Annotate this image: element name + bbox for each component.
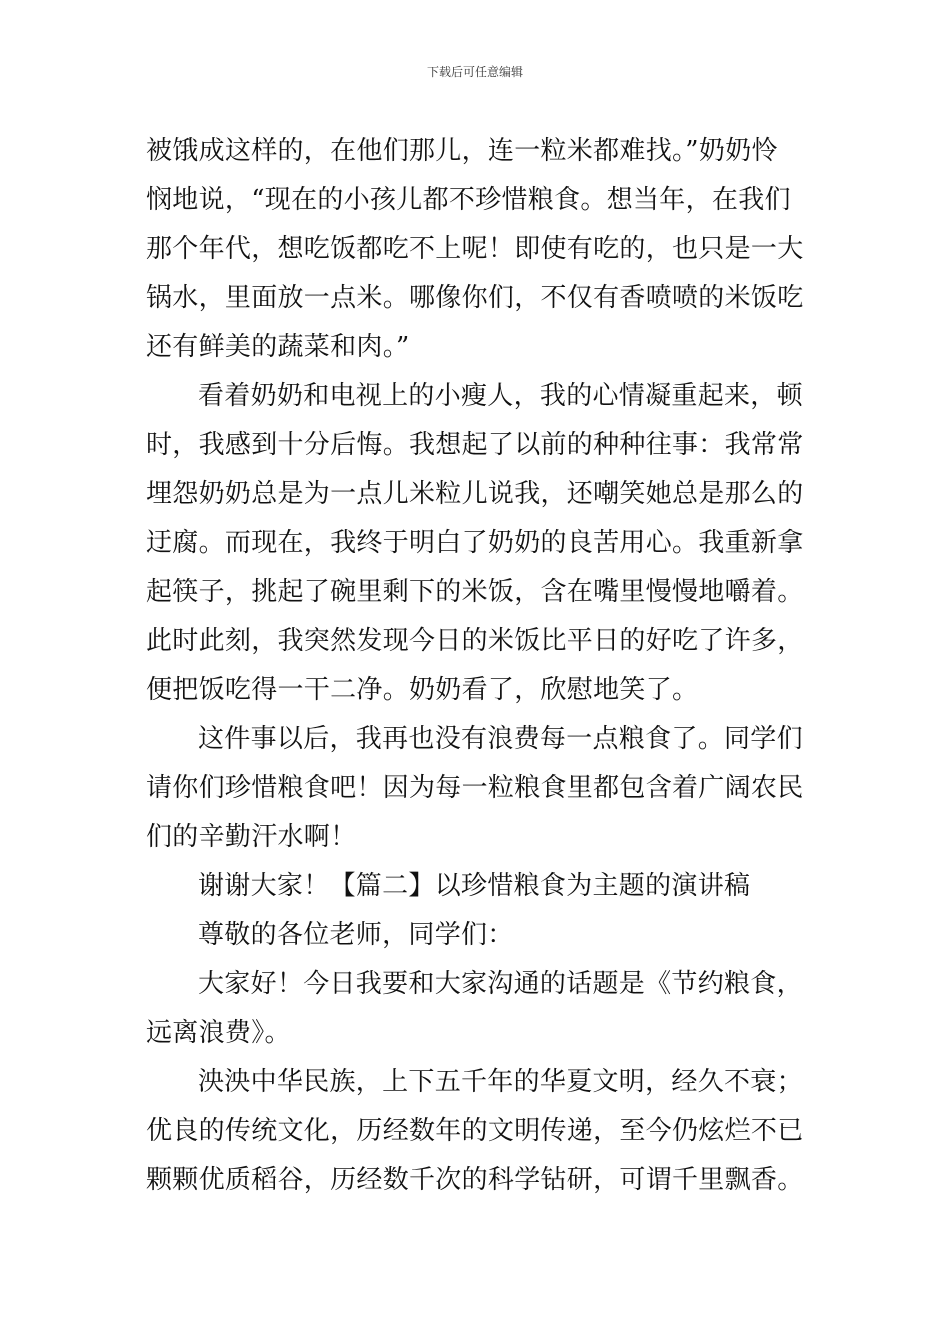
text-line: 看着奶奶和电视上的小瘦人，我的心情凝重起来，顿 [198,381,803,411]
text-line: 泱泱中华民族，上下五千年的华夏文明，经久不衰； [198,1067,803,1097]
text-line: 请你们珍惜粮食吧！因为每一粒粮食里都包含着广阔农民 [146,773,804,803]
header-note: 下载后可任意编辑 [426,65,523,79]
text-line: 那个年代，想吃饭都吃不上呢！即使有吃的，也只是一大 [146,234,804,264]
text-line: 此时此刻，我突然发现今日的米饭比平日的好吃了许多， [146,626,804,656]
text-line: 埋怨奶奶总是为一点儿米粒儿说我，还嘲笑她总是那么的 [146,479,804,509]
text-line: 起筷子，挑起了碗里剩下的米饭，含在嘴里慢慢地嚼着。 [146,577,804,607]
text-line: 们的辛勤汗水啊！ [146,822,357,852]
text-line: 悯地说，“现在的小孩儿都不珍惜粮食。想当年，在我们 [146,185,791,215]
text-line: 还有鲜美的蔬菜和肉。” [146,332,410,362]
text-line: 远离浪费》。 [146,1018,291,1048]
document-body [146,127,816,1205]
text-line: 便把饭吃得一干二净。奶奶看了，欣慰地笑了。 [146,675,699,705]
text-line: 迂腐。而现在，我终于明白了奶奶的良苦用心。我重新拿 [146,528,804,558]
text-line: 优良的传统文化，历经数年的文明传递，至今仍炫烂不已 [146,1116,804,1146]
text-line: 锅水，里面放一点米。哪像你们，不仅有香喷喷的米饭吃 [146,283,804,313]
text-line: 颗颗优质稻谷，历经数千次的科学钻研，可谓千里飘香。 [146,1165,804,1195]
text-line: 大家好！今日我要和大家沟通的话题是《节约粮食， [198,969,803,999]
text-line: 被饿成这样的，在他们那儿，连一粒米都难找。”奶奶怜 [146,136,778,166]
text-line: 谢谢大家！【篇二】以珍惜粮食为主题的演讲稿 [198,871,751,901]
text-line: 这件事以后，我再也没有浪费每一点粮食了。同学们 [198,724,803,754]
text-line: 尊敬的各位老师，同学们： [198,920,514,950]
text-line: 时，我感到十分后悔。我想起了以前的种种往事：我常常 [146,430,804,460]
